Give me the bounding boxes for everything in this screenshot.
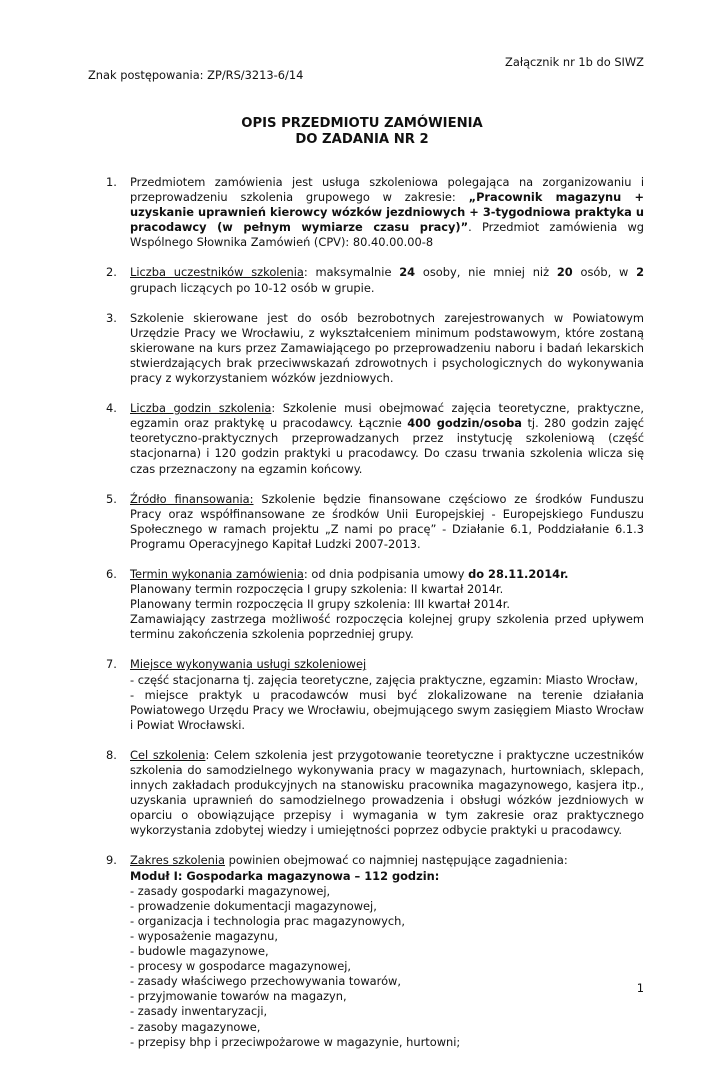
list-item: - prowadzenie dokumentacji magazynowej, xyxy=(130,898,377,913)
list-item: - zasady gospodarki magazynowej, xyxy=(130,883,331,898)
list-item: - przyjmowanie towarów na magazyn, xyxy=(130,989,347,1004)
list-item: 6. Termin wykonania zamówienia: od dnia podpisania umowy do 28.11.2014r. Planowany termin rozpoczęcia I grupy szkolenia: II kwartał 2014r. Planowany termin rozpoczęcia II grupy szkolenia: III kwartał 2014r. Zamawiający zastrzega możliwość rozpoczęcia kolejnej grupy szkolenia przed upływem terminu zakończenia szkolenia poprzedniej grupy. xyxy=(106,566,644,642)
list-item: 3. Szkolenie skierowane jest do osób bezrobotnych zarejestrowanych w Powiatowym Urzędzie Pracy we Wrocławiu, z wykształceniem minimum podstawowym, które zostaną skierowane na kurs przez Zamawiającego po przeprowadzeniu naboru i badań lekarskich stwierdzających brak przeciwwskazań zdrowotnych i psychologicznych do wykonywania pracy z wykorzystaniem wózków jezdniowych. xyxy=(106,310,644,386)
page-number: 1 xyxy=(636,981,644,995)
topic-list xyxy=(130,884,644,1050)
list-item: 8. Cel szkolenia: Celem szkolenia jest przygotowanie teoretyczne i praktyczne uczestników szkolenia do samodzielnego wykonywania pracy w magazynach, hurtowniach, sklepach, innych zakładach produkcyjnych na stanowisku pracownika magazynowego, kasjera itp., uzyskania uprawnień do samodzielnego prowadzenia i obsługi wózków jezdniowych w oparciu o obowiązujące przepisy i wymagania w tym zakresie oraz praktycznego wykorzystania zdobytej wiedzy i umiejętności poprzez odbycie praktyki u pracodawcy. xyxy=(106,747,644,838)
list-item: - budowle magazynowe, xyxy=(130,944,269,959)
list-item: - wyposażenie magazynu, xyxy=(130,928,278,943)
list-item: 4. Liczba godzin szkolenia: Szkolenie musi obejmować zajęcia teoretyczne, praktyczne, egzamin oraz praktykę u pracodawcy. Łącznie 400 godzin/osoba tj. 280 godzin zajęć teoretyczno-praktycznych przeprowadzanych przez instytucję szkoleniową (część stacjonarna) i 120 godzin praktyki u pracodawcy. Do czasu trwania szkolenia wlicza się czas przeznaczony na egzamin końcowy. xyxy=(106,401,644,476)
list-item: 1. Przedmiotem zamówienia jest usługa szkoleniowa polegająca na zorganizowaniu i przeprowadzeniu szkolenia grupowego w zakresie: „Pracownik magazynu + uzyskanie uprawnień kierowcy wózków jezdniowych + 3-tygodniowa praktyka u pracodawcy (w pełnym wymiarze czasu pracy)”. Przedmiot zamówienia wg Wspólnego Słownika Zamówień (CPV): 80.40.00.00-8 xyxy=(106,175,645,250)
page-title: OPIS PRZEDMIOTU ZAMÓWIENIA DO ZADANIA NR 2 xyxy=(241,116,483,147)
list-item: 2. Liczba uczestników szkolenia: maksymalnie 24 osoby, nie mniej niż 20 osób, w 2 grupach liczących po 10-12 osób w grupie. xyxy=(106,265,645,295)
list-item: - organizacja i technologia prac magazynowych, xyxy=(130,913,405,928)
list-item: 5. Źródło finansowania: Szkolenie będzie finansowane częściowo ze środków Funduszu Pracy oraz współfinansowane ze środków Unii Europejskiej - Europejskiego Funduszu Społecznego w ramach projektu „Z nami po pracę” - Działanie 6.1, Poddziałanie 6.1.3 Programu Operacyjnego Kapitał Ludzki 2007-2013. xyxy=(106,491,644,551)
attachment-label: Załącznik nr 1b do SIWZ xyxy=(505,55,644,69)
list-item: - przepisy bhp i przeciwpożarowe w magazynie, hurtowni; xyxy=(130,1034,461,1049)
numbered-list xyxy=(106,175,644,1065)
list-item: 9. Zakres szkolenia powinien obejmować co najmniej następujące zagadnienia: Moduł I: Gospodarka magazynowa – 112 godzin: - zasady gospodarki magazynowej, - prowadzenie dokumentacji magazynowej, - organizacja i technologia prac magazynowych, - wyposażenie magazynu, - budowle magazynowe, - procesy w gospodarce magazynowej, - zasady właściwego przechowywania towarów, - przyjmowanie towarów na magazyn, - zasady inwentaryzacji, - zasoby magazynowe, - przepisy bhp i przeciwpożarowe w magazynie, hurtowni; xyxy=(106,853,644,1049)
list-item: - procesy w gospodarce magazynowej, xyxy=(130,959,352,974)
list-item: - zasoby magazynowe, xyxy=(130,1019,261,1034)
module-heading: Moduł I: Gospodarka magazynowa – 112 godzin: xyxy=(130,868,440,883)
list-item: 7. Miejsce wykonywania usługi szkoleniowej - część stacjonarna tj. zajęcia teoretyczne, zajęcia praktyczne, egzamin: Miasto Wrocław, - miejsce praktyk u pracodawców musi być zlokalizowane na terenie działania Powiatowego Urzędu Pracy we Wrocławiu, obejmującego swym zasięgiem Miasto Wrocław i Powiat Wrocławski. xyxy=(106,657,644,732)
reference-number: Znak postępowania: ZP/RS/3213-6/14 xyxy=(88,68,304,82)
list-item: - zasady inwentaryzacji, xyxy=(130,1004,268,1019)
list-item: - zasady właściwego przechowywania towarów, xyxy=(130,974,401,989)
